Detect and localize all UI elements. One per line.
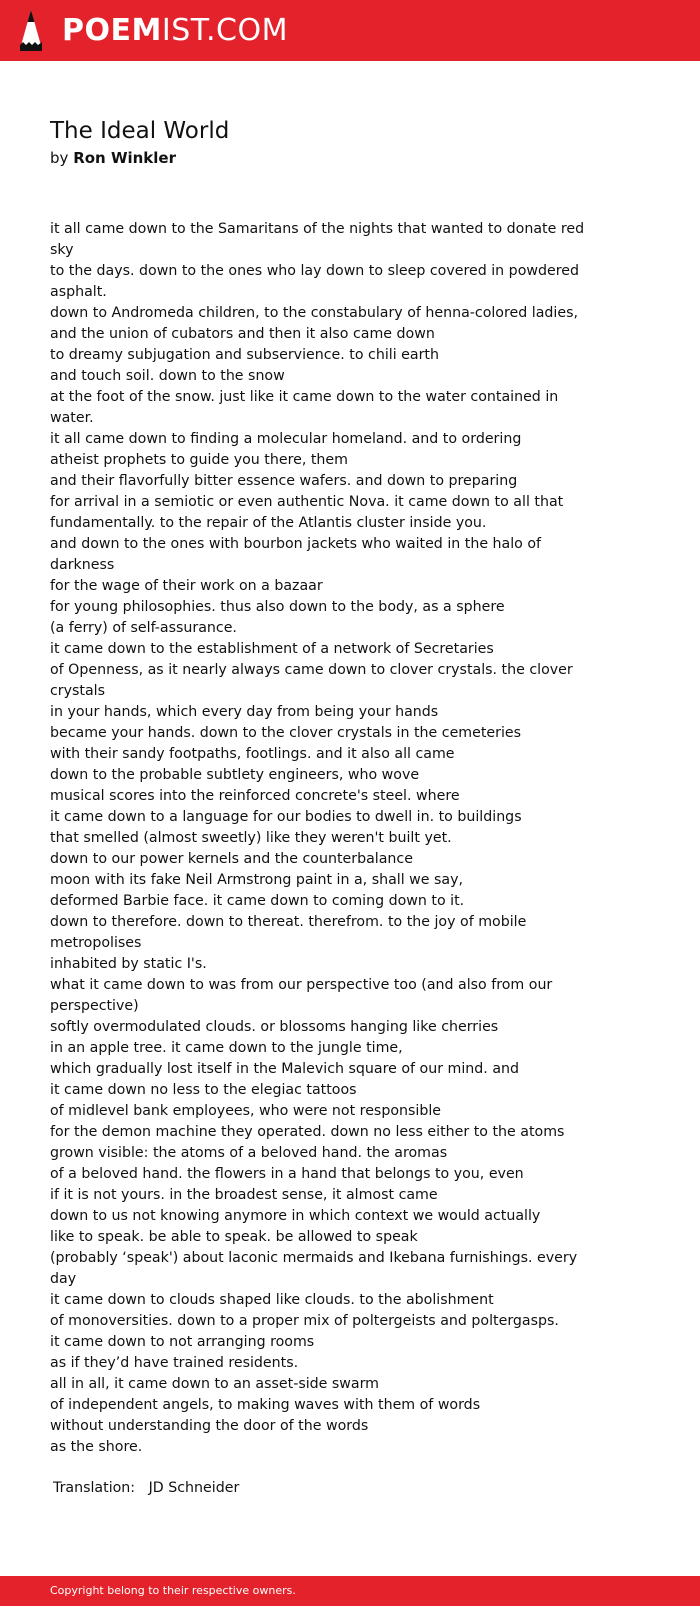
poem-line: perspective)	[50, 998, 139, 1014]
poem-line: became your hands. down to the clover crystals in the cemeteries	[50, 725, 522, 741]
poem-line: grown visible: the atoms of a beloved hand. the aromas	[50, 1145, 448, 1161]
poem-line: in your hands, which every day from being your hands	[50, 704, 439, 720]
poem-line: it came down to clouds shaped like clouds. to the abolishment	[50, 1292, 494, 1308]
poem-line: atheist prophets to guide you there, them	[50, 452, 348, 468]
poem-line: all in all, it came down to an asset-side swarm	[50, 1376, 379, 1392]
poem-line: which gradually lost itself in the Malevich square of our mind. and	[50, 1061, 520, 1077]
brand-bold: POEM	[62, 13, 162, 48]
author-name[interactable]: Ron Winkler	[73, 149, 176, 167]
poem-line: if it is not yours. in the broadest sense, it almost came	[50, 1187, 438, 1203]
poem-line: crystals	[50, 683, 106, 699]
poem-line: day	[50, 1271, 77, 1287]
poem-line: at the foot of the snow. just like it came down to the water contained in	[50, 389, 559, 405]
translation-credit	[53, 1478, 239, 1499]
poem-line: like to speak. be able to speak. be allowed to speak	[50, 1229, 418, 1245]
poem-line: (probably ‘speak') about laconic mermaids and Ikebana furnishings. every	[50, 1250, 578, 1266]
poem-line: deformed Barbie face. it came down to coming down to it.	[50, 893, 465, 909]
translation-label: Translation:	[53, 1480, 136, 1496]
poem-line: asphalt.	[50, 284, 107, 300]
poem-line: of monoversities. down to a proper mix of poltergeists and poltergasps.	[50, 1313, 559, 1329]
poem-line: for young philosophies. thus also down to the body, as a sphere	[50, 599, 505, 615]
poem-title: The Ideal World	[50, 118, 230, 144]
poem-line: it came down to the establishment of a network of Secretaries	[50, 641, 494, 657]
poem-line: of midlevel bank employees, who were not responsible	[50, 1103, 442, 1119]
poem-line: inhabited by static I's.	[50, 956, 207, 972]
poem-line: it came down to not arranging rooms	[50, 1334, 315, 1350]
poem-line: in an apple tree. it came down to the jungle time,	[50, 1040, 403, 1056]
poem-line: softly overmodulated clouds. or blossoms hanging like cherries	[50, 1019, 499, 1035]
poem-line: it came down no less to the elegiac tattoos	[50, 1082, 357, 1098]
poem-line: without understanding the door of the words	[50, 1418, 369, 1434]
brand-regular: IST.COM	[161, 13, 288, 48]
poem-line: musical scores into the reinforced concrete's steel. where	[50, 788, 460, 804]
poem-line: that smelled (almost sweetly) like they weren't built yet.	[50, 830, 452, 846]
translator-name: JD Schneider	[148, 1480, 240, 1496]
poem-line: of a beloved hand. the flowers in a hand that belongs to you, even	[50, 1166, 524, 1182]
poem-line: down to Andromeda children, to the constabulary of henna-colored ladies,	[50, 305, 578, 321]
pencil-tip-icon[interactable]	[18, 9, 44, 53]
poem-line: for the wage of their work on a bazaar	[50, 578, 323, 594]
poem-line: for the demon machine they operated. down no less either to the atoms	[50, 1124, 565, 1140]
copyright-text: Copyright belong to their respective owners.	[50, 1584, 296, 1597]
by-label: by	[50, 149, 69, 167]
poem-line: metropolises	[50, 935, 142, 951]
poem-line: it all came down to finding a molecular homeland. and to ordering	[50, 431, 522, 447]
poem-line: down to us not knowing anymore in which context we would actually	[50, 1208, 541, 1224]
poem-line: of Openness, as it nearly always came down to clover crystals. the clover	[50, 662, 573, 678]
site-header	[0, 0, 700, 61]
poem-line: down to our power kernels and the counterbalance	[50, 851, 413, 867]
poem-line: (a ferry) of self-assurance.	[50, 620, 237, 636]
poem-line: and down to the ones with bourbon jackets who waited in the halo of	[50, 536, 542, 552]
poem-line: moon with its fake Neil Armstrong paint in a, shall we say,	[50, 872, 464, 888]
poem-line: down to the probable subtlety engineers, who wove	[50, 767, 420, 783]
poem-body	[50, 219, 585, 1458]
poem-line: water.	[50, 410, 94, 426]
poem-line: fundamentally. to the repair of the Atlantis cluster inside you.	[50, 515, 487, 531]
poem-line: it all came down to the Samaritans of the nights that wanted to donate red	[50, 221, 585, 237]
poem-line: what it came down to was from our perspective too (and also from our	[50, 977, 553, 993]
poem-line: and their flavorfully bitter essence wafers. and down to preparing	[50, 473, 518, 489]
poem-line: for arrival in a semiotic or even authentic Nova. it came down to all that	[50, 494, 564, 510]
poem-line: to the days. down to the ones who lay down to sleep covered in powdered	[50, 263, 579, 279]
poem-line: and the union of cubators and then it also came down	[50, 326, 435, 342]
poem-line: sky	[50, 242, 74, 258]
poem-line: darkness	[50, 557, 115, 573]
poem-line: to dreamy subjugation and subservience. to chili earth	[50, 347, 439, 363]
poem-line: down to therefore. down to thereat. therefrom. to the joy of mobile	[50, 914, 527, 930]
poem-line: as the shore.	[50, 1439, 143, 1455]
byline	[50, 147, 176, 169]
poem-line: it came down to a language for our bodies to dwell in. to buildings	[50, 809, 522, 825]
poem-line: with their sandy footpaths, footlings. and it also all came	[50, 746, 455, 762]
site-logo-text[interactable]	[62, 12, 288, 50]
poem-line: of independent angels, to making waves with them of words	[50, 1397, 481, 1413]
site-footer	[0, 1576, 700, 1606]
poem-line: as if they’d have trained residents.	[50, 1355, 299, 1371]
poem-line: and touch soil. down to the snow	[50, 368, 285, 384]
